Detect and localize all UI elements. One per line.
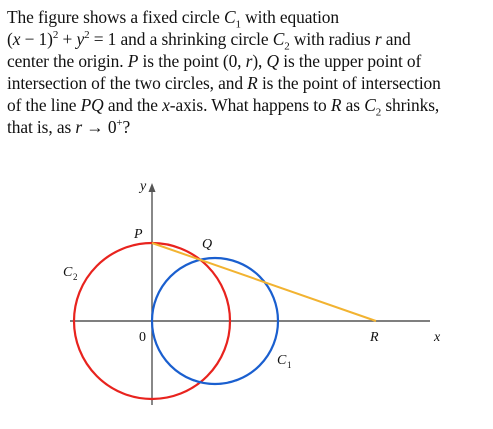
label-q: Q: [202, 237, 213, 252]
problem-line: of the line PQ and the x-axis. What happens to R as $C_2$ shrinks,: [7, 95, 440, 119]
problem-line: intersection of the two circles, and R is the point of intersection: [7, 73, 441, 93]
label-p: P: [134, 227, 143, 242]
label-c1: [277, 353, 292, 370]
problem-line: that is, as r → 0+?: [7, 117, 131, 137]
label-origin: 0: [139, 330, 146, 345]
problem-line: center the origin. P is the point (0, r), Q is the upper point of: [7, 51, 422, 71]
y-axis-arrow-icon: [149, 183, 156, 192]
svg-text:2: 2: [73, 272, 78, 282]
svg-text:C: C: [277, 353, 287, 368]
problem-line: $(x - 1)^2 + y^2 = 1$ and a shrinking circle $C_2$ with radius r and: [7, 29, 411, 53]
label-c2: [63, 265, 78, 282]
line-pq: [152, 243, 376, 321]
svg-text:1: 1: [287, 360, 292, 370]
svg-text:C: C: [63, 265, 73, 280]
problem-line: The figure shows a fixed circle $C_1$ with equation: [7, 7, 340, 31]
label-x: x: [434, 330, 441, 345]
label-r: R: [370, 330, 379, 345]
label-y: y: [140, 179, 147, 194]
